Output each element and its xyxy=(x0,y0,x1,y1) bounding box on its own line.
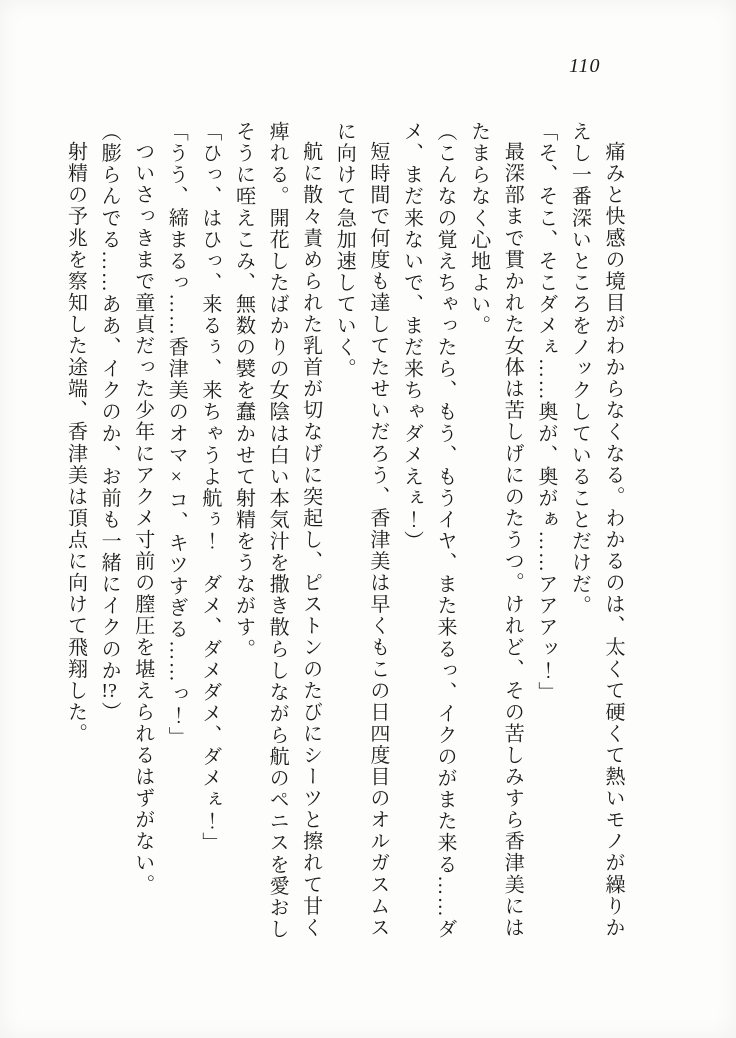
paragraph: 「うう、締まるっ……香津美のオマ×コ、キツすぎる……っ！」 xyxy=(165,121,188,748)
paragraph: 航に散々責められた乳首が切なげに突起し、ピストンのたびにシーツと擦れて甘く痺れる。開花したばかりの女陰は白い本気汁を撒き散らしながら航のペニスを愛おしそうに咥えこみ、無数の襞を蠢かせて射精をうながす。 xyxy=(232,121,322,940)
paragraph: 「そ、そこ、そこダメぇ……奥が、奥がぁ……アアアッ！」 xyxy=(534,121,557,703)
paragraph: （膨らんでる……ああ、イクのか、お前も一緒にイクのか!?） xyxy=(98,121,121,723)
page-text xyxy=(58,121,629,940)
paragraph: （こんなの覚えちゃったら、もう、もうイヤ、また来るっ、イクのがまた来る……ダメ、まだ来ないで、まだ来ちゃダメえぇ！） xyxy=(400,121,457,940)
paragraph: 短時間で何度も達してたせいだろう、香津美は早くもこの日四度目のオルガスムスに向けて急加速していく。 xyxy=(333,121,389,939)
paragraph: 「ひっ、はひっ、来るぅ、来ちゃうよ航ぅ！ ダメ、ダメダメ、ダメぇ！」 xyxy=(198,121,221,854)
paragraph: ついさっきまで童貞だった少年にアクメ寸前の膣圧を堪えられるはずがない。 xyxy=(131,141,154,896)
paragraph: 最深部まで貫かれた女体は苦しげにのたうつ。けれど、その苦しみすら香津美にはたまらなく心地よい。 xyxy=(467,121,524,939)
page-number: 110 xyxy=(569,55,601,77)
paragraph: 痛みと快感の境目がわからなくなる。わかるのは、太くて硬くて熱いモノが繰りかえし一番深いところをノックしていることだけだ。 xyxy=(568,121,624,939)
paragraph: 射精の予兆を察知した途端、香津美は頂点に向けて飛翔した。 xyxy=(64,141,87,745)
tatechuyoko-exclamation-question: !? xyxy=(101,681,117,702)
